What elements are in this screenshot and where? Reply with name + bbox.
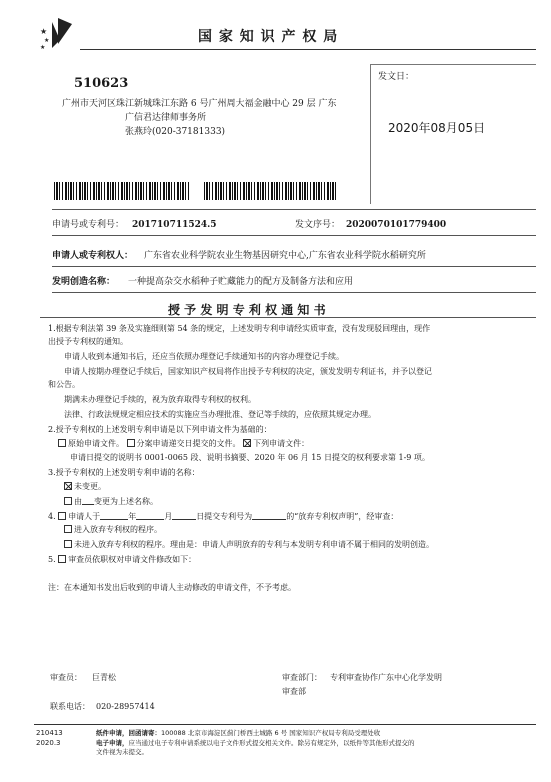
applicant: 广东省农业科学院农业生物基因研究中心,广东省农业科学院水稻研究所 [144,251,426,261]
s4-text-b: 的“放弃专利权声明”，经审查： [286,512,399,521]
svg-text:★: ★ [44,37,50,44]
dispatch-date: 2020年08月05日 [388,121,486,135]
basis-options [58,438,309,449]
option-following: 下列申请文件： [253,439,310,448]
section-5-num: 5. [48,555,56,564]
examiner-label: 审查员： [50,673,82,682]
para-2: 申请人收到本通知书后，还应当依照办理登记手续通知书的内容办理登记手续。 [64,352,344,361]
section-2: 2.授予专利权的上述发明专利申请是以下列申请文件为基础的： [48,425,272,434]
s4-year: 年 [128,512,137,521]
s4-opt2: 未进入放弃专利权的程序。理由是：申请人声明放弃的专利与本发明专利申请不属于相同的发明创造。 [74,540,434,549]
serial-label: 发文序号： [295,220,341,230]
section-5-row [48,554,196,565]
paper-text: 100088 北京市海淀区蓟门桥西土城路 6 号 国家知识产权局专利局受理处收 [161,729,381,737]
name-unchanged: 未变更。 [74,482,106,491]
para-3b: 和公告。 [48,380,80,389]
title-label: 发明创造名称： [52,277,116,287]
phone-label: 联系电话： [50,702,90,711]
notice-heading: 授 予 发 明 专 利 权 通 知 书 [168,303,326,317]
blank-month [136,510,164,520]
dept: 专利审查协作广东中心化学发明 [330,673,442,682]
name-changed-suffix: 变更为上述名称。 [94,497,158,506]
para-5: 法律、行政法规规定相应技术的实施应当办理批准、登记等手续的，应依照其规定办理。 [64,410,376,419]
paper-instructions [96,729,536,738]
postcode: 510623 [74,76,129,91]
app-no: 201710711524.5 [132,220,217,230]
app-no-label: 申请号或专利号： [52,220,125,230]
para-1b: 出授予专利权的通知。 [48,337,128,346]
section-4-row [48,510,398,522]
files-detail: 申请日提交的说明书 0001-0065 段、说明书摘要、2020 年 06 月 15 日提交的权利要求第 1-9 项。 [70,453,430,462]
checkbox-following[interactable] [243,439,251,447]
dispatch-label: 发文日： [378,72,415,82]
checkbox-divisional[interactable] [127,439,135,447]
checkbox-s5[interactable] [58,555,66,563]
recipient-firm: 广信君达律师事务所 [125,113,207,123]
s4-opt1: 进入放弃专利权的程序。 [74,525,162,534]
s4-day: 日提交专利号为 [196,512,253,521]
invention-title: 一种提高杂交水稻种子贮藏能力的配方及制备方法和应用 [128,277,354,287]
checkbox-s4-opt2[interactable] [64,540,72,548]
svg-text:★: ★ [40,27,48,36]
blank-old-name [82,495,94,505]
dept-label: 审查部门： [282,673,322,682]
form-no: 210413 [36,729,63,737]
name-unchanged-row [64,481,106,492]
checkbox-s4[interactable] [58,512,66,520]
para-3a: 申请人按期办理登记手续后，国家知识产权局将作出授予专利权的决定，颁发发明专利证书，并予以登记 [64,367,432,376]
checkbox-s4-opt1[interactable] [64,525,72,533]
blank-year [100,510,128,520]
recipient-address: 广州市天河区珠江新城珠江东路 6 号广州周大福金融中心 29 层 广东 [62,99,337,109]
s4-opt1-row [64,524,162,535]
checkbox-name-changed[interactable] [64,497,72,505]
checkbox-original[interactable] [58,439,66,447]
agency-title: 国 家 知 识 产 权 局 [198,29,339,45]
e-instructions [96,739,536,748]
svg-text:★: ★ [40,44,46,51]
barcode-left [54,182,190,200]
name-changed-row [64,495,158,507]
para-4: 期满未办理登记手续的，视为放弃取得专利权的权利。 [64,395,256,404]
dept-2: 审查部 [282,687,306,696]
e-text-1: 应当通过电子专利申请系统以电子文件形式提交相关文件。除另有规定外，以纸件等其他形式提交的 [128,739,415,747]
para-1a: 1.根据专利法第 39 条及实施细则第 54 条的规定，上述发明专利申请经实质审查，没有发现驳回理由，现作 [48,324,431,333]
examiner: 巨青松 [92,673,116,682]
s5-text: 审查员依职权对申请文件修改如下： [68,555,197,564]
s4-text-a: 申请人于 [68,512,101,521]
checkbox-name-unchanged[interactable] [64,482,72,490]
serial-no: 2020070101779400 [346,220,447,230]
s4-month: 月 [164,512,173,521]
recipient-contact: 张燕玲(020-37181333) [125,127,226,137]
note: 注：在本通知书发出后收到的申请人主动修改的申请文件，不予考虑。 [48,583,296,592]
blank-day [172,510,196,520]
phone: 020-28957414 [96,702,155,711]
cnipa-logo-icon [38,14,74,52]
e-instructions-2: 文件视为未提交。 [96,748,148,756]
e-label: 电子申请， [96,739,129,747]
paper-label: 纸件申请，回函请寄： [96,729,161,737]
section-3: 3.授予专利权的上述发明专利申请的名称： [48,468,200,477]
option-divisional: 分案申请递交日提交的文件。 [136,439,241,448]
applicant-label: 申请人或专利权人： [52,251,134,261]
blank-patent-no [252,510,286,520]
s4-opt2-row [64,539,434,550]
name-changed-prefix: 由 [74,497,82,506]
barcode-right [204,182,336,200]
section-4-num: 4. [48,512,56,521]
form-date: 2020.3 [36,739,61,747]
option-original: 原始申请文件。 [68,439,124,448]
